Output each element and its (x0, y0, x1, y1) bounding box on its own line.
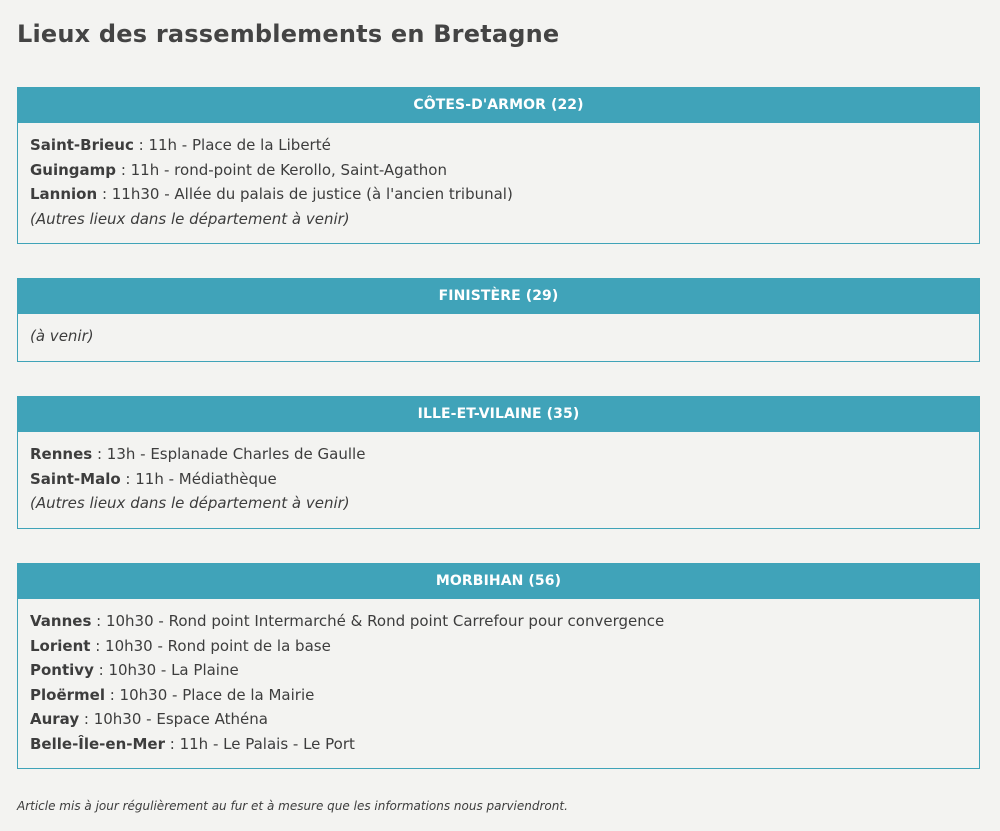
department-card-finistere (17, 278, 980, 362)
department-body (18, 432, 979, 516)
city-name: Vannes (30, 612, 92, 630)
city-name: Ploërmel (30, 685, 105, 704)
location-entry (30, 732, 967, 757)
page-title: Lieux des rassemblements en Bretagne (17, 20, 560, 48)
location-details: : 10h30 - Espace Athéna (79, 710, 268, 728)
location-details: : 10h30 - Rond point de la base (90, 636, 331, 655)
location-entry (30, 707, 967, 732)
location-entry (30, 133, 967, 158)
department-card-cotes-darmor (17, 87, 980, 244)
location-entry (30, 467, 967, 492)
department-header: FINISTÈRE (29) (18, 279, 979, 314)
location-entry (30, 609, 967, 634)
location-entry (30, 182, 967, 207)
pending-note: (à venir) (30, 327, 94, 345)
location-entry (30, 658, 967, 683)
department-header: CÔTES-D'ARMOR (22) (18, 88, 979, 123)
department-header: ILLE-ET-VILAINE (35) (18, 397, 979, 432)
department-card-ille-et-vilaine (17, 396, 980, 529)
department-body (18, 314, 979, 349)
pending-note: (Autres lieux dans le département à venir) (30, 209, 350, 228)
department-header: MORBIHAN (56) (18, 564, 979, 599)
location-details: : 11h - Le Palais - Le Port (165, 734, 355, 753)
city-name: Rennes (30, 445, 93, 463)
location-details: : 11h - rond-point de Kerollo, Saint-Agathon (116, 160, 447, 179)
department-body (18, 123, 979, 231)
city-name: Guingamp (30, 160, 117, 179)
location-details: : 11h - Place de la Liberté (133, 136, 331, 154)
city-name: Belle-Île-en-Mer (30, 734, 165, 753)
location-details: : 13h - Esplanade Charles de Gaulle (92, 445, 366, 463)
department-card-morbihan (17, 563, 980, 769)
location-details: : 10h30 - La Plaine (93, 661, 239, 679)
location-details: : 10h30 - Rond point Intermarché & Rond point Carrefour pour convergence (91, 612, 665, 630)
location-details: : 11h30 - Allée du palais de justice (à l'ancien tribunal) (97, 185, 513, 203)
city-name: Pontivy (30, 661, 94, 679)
location-entry (30, 158, 967, 183)
location-entry (30, 683, 967, 708)
location-details: : 10h30 - Place de la Mairie (104, 685, 315, 704)
location-entry (30, 634, 967, 659)
department-body (18, 599, 979, 756)
city-name: Saint-Brieuc (30, 136, 134, 154)
city-name: Saint-Malo (30, 469, 121, 488)
city-name: Lorient (30, 636, 91, 655)
location-entry (30, 442, 967, 467)
city-name: Auray (30, 710, 80, 728)
pending-note: (Autres lieux dans le département à venir) (30, 494, 350, 512)
update-footnote: Article mis à jour régulièrement au fur et à mesure que les informations nous parviendront. (17, 799, 568, 813)
city-name: Lannion (30, 185, 98, 203)
location-details: : 11h - Médiathèque (120, 469, 277, 488)
